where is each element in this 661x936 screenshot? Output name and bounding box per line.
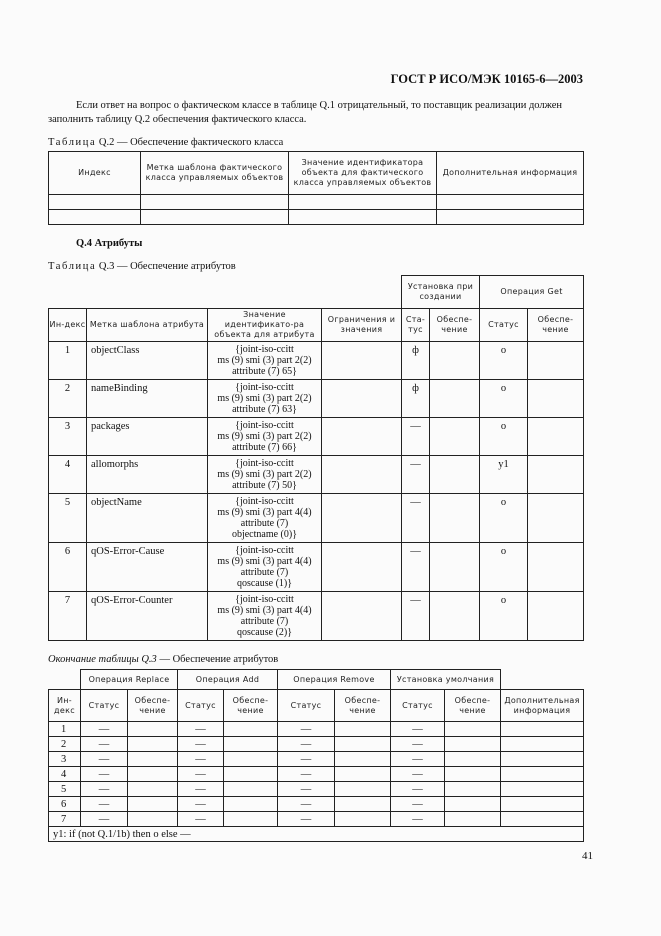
table-row <box>49 418 584 456</box>
row-cell <box>501 737 584 752</box>
row-status: — <box>178 812 224 827</box>
row-get-status: o <box>480 494 528 543</box>
row-status: — <box>391 812 445 827</box>
end-group-default: Установка умолчания <box>391 670 501 690</box>
row-oid: {joint-iso-ccitt ms (9) smi (3) part 4(4) attribute (7) qoscause (2)} <box>208 592 322 641</box>
row-get-status: o <box>480 592 528 641</box>
row-get-status: o <box>480 418 528 456</box>
row-status: — <box>81 782 128 797</box>
table-q3-caption <box>48 261 236 272</box>
row-cell <box>224 812 278 827</box>
q2-header-oid: Значение идентификатора объекта для фактического класса управляемых объектов <box>289 152 437 195</box>
row-status: — <box>81 722 128 737</box>
table-row <box>49 380 584 418</box>
row-get-status: o <box>480 543 528 592</box>
row-index: 4 <box>49 767 81 782</box>
row-cell <box>224 782 278 797</box>
q3-group-create: Установка при создании <box>402 276 480 309</box>
end-header-support: Обеспе-чение <box>335 690 391 722</box>
row-cell <box>335 722 391 737</box>
row-index: 6 <box>49 797 81 812</box>
row-cell <box>501 767 584 782</box>
row-cell <box>335 797 391 812</box>
caption-text: Q.2 — Обеспечение фактического класса <box>96 137 284 148</box>
row-cell <box>335 737 391 752</box>
row-status: — <box>81 812 128 827</box>
end-header-status: Статус <box>178 690 224 722</box>
row-oid: {joint-iso-ccitt ms (9) smi (3) part 2(2) attribute (7) 63} <box>208 380 322 418</box>
row-cell <box>445 722 501 737</box>
row-index: 7 <box>49 592 87 641</box>
end-group-replace: Операция Replace <box>81 670 178 690</box>
row-get-status: o <box>480 380 528 418</box>
row-status: — <box>81 737 128 752</box>
row-create-status: — <box>402 456 430 494</box>
q3-header-get-status: Статус <box>480 309 528 342</box>
table-q3-end-caption <box>48 654 278 665</box>
row-status: — <box>178 797 224 812</box>
row-status: — <box>81 767 128 782</box>
row-oid: {joint-iso-ccitt ms (9) smi (3) part 2(2) attribute (7) 66} <box>208 418 322 456</box>
row-cell <box>445 812 501 827</box>
row-status: — <box>178 737 224 752</box>
q2-header-label: Метка шаблона фактического класса управляемых объектов <box>141 152 289 195</box>
intro-paragraph: Если ответ на вопрос о фактическом классе в таблице Q.1 отрицательный, то поставщик реализации должен заполнить таблицу Q.2 обеспечения фактического класса. <box>48 100 563 125</box>
end-group-add: Операция Add <box>178 670 278 690</box>
row-status: — <box>178 752 224 767</box>
row-cell <box>224 737 278 752</box>
table-row <box>49 722 584 737</box>
row-cell <box>128 737 178 752</box>
row-status: — <box>278 737 335 752</box>
row-create-status: — <box>402 543 430 592</box>
table-row <box>49 494 584 543</box>
row-status: — <box>278 782 335 797</box>
row-status: — <box>391 737 445 752</box>
row-cell <box>445 752 501 767</box>
q3-group-get: Операция Get <box>480 276 584 309</box>
row-cell <box>224 752 278 767</box>
row-index: 3 <box>49 418 87 456</box>
row-status: — <box>278 797 335 812</box>
row-index: 7 <box>49 812 81 827</box>
row-index: 1 <box>49 342 87 380</box>
row-status: — <box>178 767 224 782</box>
row-label: packages <box>87 418 208 456</box>
row-status: — <box>278 767 335 782</box>
row-oid: {joint-iso-ccitt ms (9) smi (3) part 4(4) attribute (7) qoscause (1)} <box>208 543 322 592</box>
q2-header-extra: Дополнительная информация <box>437 152 584 195</box>
row-index: 4 <box>49 456 87 494</box>
row-status: — <box>391 797 445 812</box>
table-row <box>49 592 584 641</box>
row-cell <box>445 797 501 812</box>
table-row <box>49 752 584 767</box>
caption-text: — Обеспечение атрибутов <box>156 654 279 665</box>
row-cell <box>501 797 584 812</box>
row-status: — <box>81 797 128 812</box>
row-cell <box>335 782 391 797</box>
row-index: 6 <box>49 543 87 592</box>
row-label: objectName <box>87 494 208 543</box>
row-status: — <box>391 767 445 782</box>
end-header-support: Обеспе-чение <box>445 690 501 722</box>
row-cell <box>128 797 178 812</box>
row-status: — <box>391 782 445 797</box>
row-index: 3 <box>49 752 81 767</box>
table-q3 <box>48 275 584 641</box>
end-group-remove: Операция Remove <box>278 670 391 690</box>
caption-text: Q.3 — Обеспечение атрибутов <box>96 261 236 272</box>
row-cell <box>335 812 391 827</box>
table-row <box>49 782 584 797</box>
document-header: ГОСТ Р ИСО/МЭК 10165-6—2003 <box>390 72 583 86</box>
table-row <box>49 342 584 380</box>
q3-header-status: Ста-тус <box>402 309 430 342</box>
row-create-status: — <box>402 494 430 543</box>
row-status: — <box>278 722 335 737</box>
table-row <box>49 812 584 827</box>
table-row <box>49 543 584 592</box>
end-header-support: Обеспе-чение <box>224 690 278 722</box>
table-row <box>49 737 584 752</box>
row-index: 1 <box>49 722 81 737</box>
table-q3-end <box>48 669 584 842</box>
row-status: — <box>278 812 335 827</box>
row-label: objectClass <box>87 342 208 380</box>
row-label: nameBinding <box>87 380 208 418</box>
table-q2 <box>48 151 584 225</box>
row-create-status: — <box>402 418 430 456</box>
row-cell <box>128 812 178 827</box>
section-title: Q.4 Атрибуты <box>76 238 143 249</box>
row-oid: {joint-iso-ccitt ms (9) smi (3) part 2(2) attribute (7) 65} <box>208 342 322 380</box>
row-create-status: — <box>402 592 430 641</box>
row-status: — <box>81 752 128 767</box>
end-header-status: Статус <box>391 690 445 722</box>
row-index: 5 <box>49 494 87 543</box>
caption-label: Таблица <box>48 137 97 148</box>
table-row <box>49 195 584 210</box>
row-cell <box>445 782 501 797</box>
row-cell <box>128 722 178 737</box>
caption-label: Окончание таблицы Q.3 <box>48 654 157 665</box>
q3-header-index: Ин-декс <box>49 309 87 342</box>
row-get-status: o <box>480 342 528 380</box>
table-row <box>49 456 584 494</box>
page-number: 41 <box>582 850 593 862</box>
row-cell <box>128 767 178 782</box>
row-cell <box>128 782 178 797</box>
row-cell <box>335 767 391 782</box>
caption-label: Таблица <box>48 261 97 272</box>
row-cell <box>224 797 278 812</box>
row-index: 2 <box>49 737 81 752</box>
row-oid: {joint-iso-ccitt ms (9) smi (3) part 4(4) attribute (7) objectname (0)} <box>208 494 322 543</box>
row-create-status: ф <box>402 380 430 418</box>
end-header-status: Статус <box>278 690 335 722</box>
table-row <box>49 210 584 225</box>
row-cell <box>501 812 584 827</box>
row-status: — <box>178 782 224 797</box>
row-cell <box>501 722 584 737</box>
row-status: — <box>278 752 335 767</box>
q3-header-oid: Значение идентификато-ра объекта для атрибута <box>208 309 322 342</box>
row-label: qOS-Error-Counter <box>87 592 208 641</box>
table-note: y1: if (not Q.1/1b) then o else — <box>49 827 584 842</box>
row-cell <box>501 752 584 767</box>
row-cell <box>501 782 584 797</box>
q3-header-get-support: Обеспе-чение <box>528 309 584 342</box>
row-cell <box>224 767 278 782</box>
row-cell <box>224 722 278 737</box>
end-header-support: Обеспе-чение <box>128 690 178 722</box>
row-index: 2 <box>49 380 87 418</box>
q3-header-support: Обеспе-чение <box>430 309 480 342</box>
row-cell <box>128 752 178 767</box>
row-index: 5 <box>49 782 81 797</box>
row-status: — <box>178 722 224 737</box>
row-status: — <box>391 722 445 737</box>
row-status: — <box>391 752 445 767</box>
table-row <box>49 767 584 782</box>
q2-header-index: Индекс <box>49 152 141 195</box>
row-cell <box>445 767 501 782</box>
q3-header-label: Метка шаблона атрибута <box>87 309 208 342</box>
row-cell <box>335 752 391 767</box>
row-label: qOS-Error-Cause <box>87 543 208 592</box>
end-header-extra: Дополнительная информация <box>501 690 584 722</box>
row-create-status: ф <box>402 342 430 380</box>
row-oid: {joint-iso-ccitt ms (9) smi (3) part 2(2) attribute (7) 50} <box>208 456 322 494</box>
table-q2-caption <box>48 137 283 148</box>
row-get-status: y1 <box>480 456 528 494</box>
end-header-status: Статус <box>81 690 128 722</box>
end-header-index: Ин-декс <box>49 690 81 722</box>
row-label: allomorphs <box>87 456 208 494</box>
row-cell <box>445 737 501 752</box>
q3-header-limits: Ограничения и значения <box>322 309 402 342</box>
table-row <box>49 797 584 812</box>
